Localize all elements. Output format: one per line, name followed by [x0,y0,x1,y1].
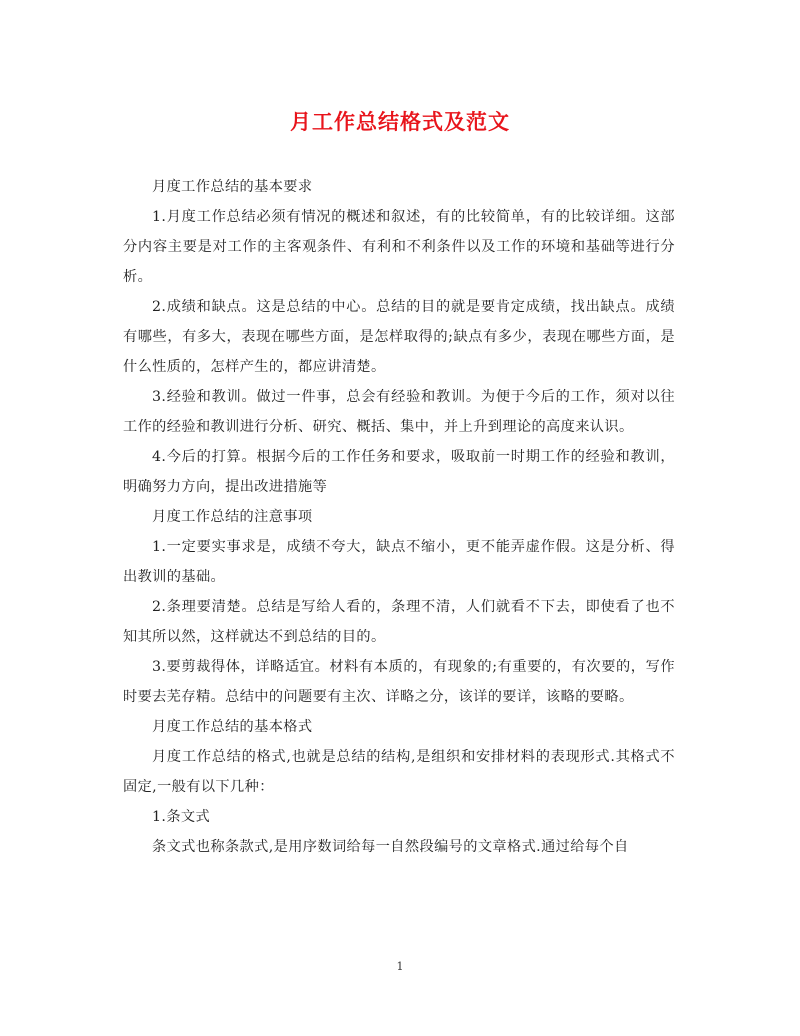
section-heading-format: 月度工作总结的基本格式 [152,719,313,735]
paragraph: 2.成绩和缺点。这是总结的中心。总结的目的就是要肯定成绩，找出缺点。成绩有哪些，有多大，表现在哪些方面，是怎样取得的;缺点有多少，表现在哪些方面，是什么性质的，怎样产生的，都应讲清楚。 [123,299,675,375]
subsection-heading: 1.条文式 [152,809,211,825]
paragraph: 月度工作总结的格式,也就是总结的结构,是组织和安排材料的表现形式.其格式不固定,一般有以下几种： [123,749,675,795]
paragraph: 1.月度工作总结必须有情况的概述和叙述，有的比较简单，有的比较详细。这部分内容主要是对工作的主客观条件、有利和不利条件以及工作的环境和基础等进行分析。 [123,209,675,285]
paragraph: 3.经验和教训。做过一件事，总会有经验和教训。为便于今后的工作，须对以往工作的经验和教训进行分析、研究、概括、集中，并上升到理论的高度来认识。 [123,389,675,435]
document-title: 月工作总结格式及范文 [290,109,510,134]
paragraph: 4.今后的打算。根据今后的工作任务和要求，吸取前一时期工作的经验和教训，明确努力方向，提出改进措施等 [123,449,675,495]
document-body [123,172,675,862]
section-heading-notes: 月度工作总结的注意事项 [152,509,313,525]
paragraph: 1.一定要实事求是，成绩不夸大，缺点不缩小，更不能弄虚作假。这是分析、得出教训的基础。 [123,539,675,585]
page-number: 1 [396,960,404,973]
paragraph: 3.要剪裁得体，详略适宜。材料有本质的，有现象的;有重要的，有次要的，写作时要去芜存精。总结中的问题要有主次、详略之分，该详的要详，该略的要略。 [123,659,675,705]
paragraph: 2.条理要清楚。总结是写给人看的，条理不清，人们就看不下去，即使看了也不知其所以然，这样就达不到总结的目的。 [123,599,675,645]
paragraph: 条文式也称条款式,是用序数词给每一自然段编号的文章格式.通过给每个自 [152,839,629,855]
section-heading-requirements: 月度工作总结的基本要求 [152,179,313,195]
